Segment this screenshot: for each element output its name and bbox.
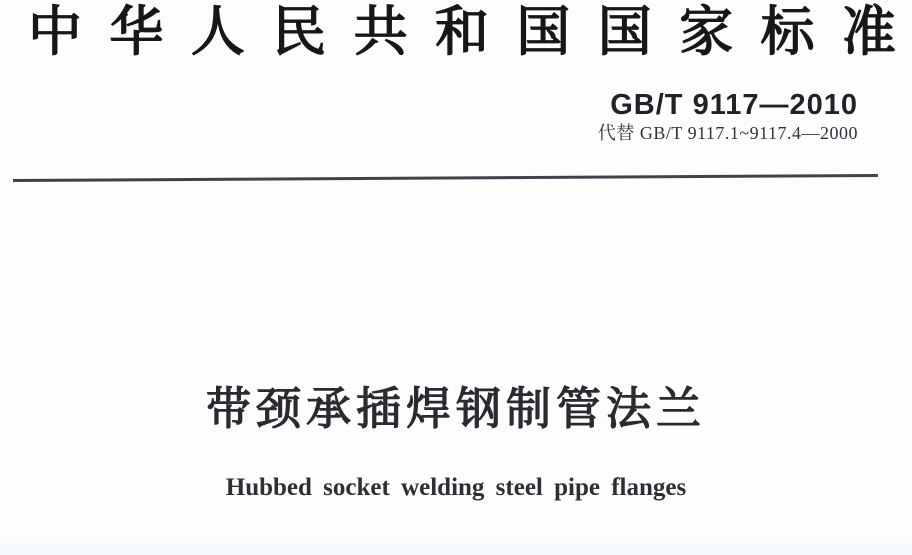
standard-number-block xyxy=(598,90,858,144)
standard-title-english: Hubbed socket welding steel pipe flanges xyxy=(225,474,687,501)
national-standard-heading: 中 华 人 民 共 和 国 国 家 标 准 xyxy=(28,2,896,62)
standard-title-chinese: 带颈承插焊钢制管法兰 xyxy=(205,383,706,434)
superseded-standards-note: 代替 GB/T 9117.1~9117.4—2000 xyxy=(597,123,858,143)
header-rule xyxy=(13,174,878,182)
standard-number: GB/T 9117—2010 xyxy=(610,89,858,121)
